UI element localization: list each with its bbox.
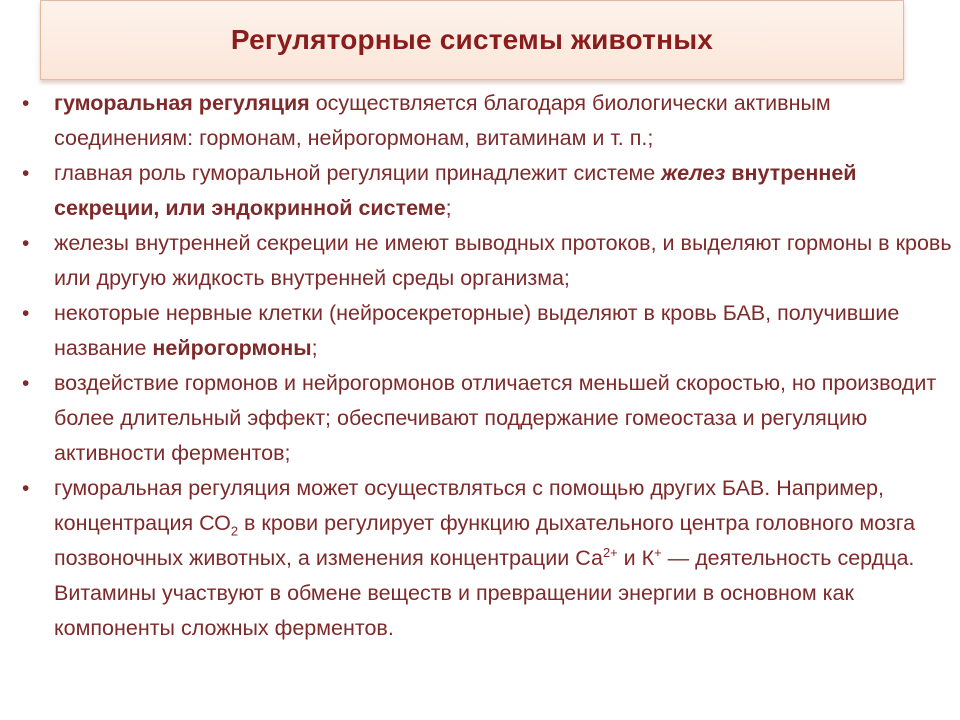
list-item-bold-italic: желез [661,161,726,185]
list-item-text: осуществляется благодаря биологически активным соединениям: гормонам, нейрогормонам, витаминам и т. п.; [54,91,831,150]
bullet-icon: • [22,372,30,395]
bullet-icon: • [22,92,30,115]
subscript: 2 [230,523,239,539]
list-item-text: главная роль гуморальной регуляции принадлежит системе [54,161,662,185]
list-item [22,366,952,471]
list-item-text: и К [617,546,655,570]
bullet-icon: • [22,162,30,185]
list-item [22,471,952,646]
list-item [22,226,952,296]
list-item-tail: ; [445,196,452,220]
list-item-text: гуморальная регуляция может осуществляться с помощью других БАВ. Например, концентрация СО [54,476,884,535]
list-item-text: некоторые нервные клетки (нейросекреторные) выделяют в кровь БАВ, получившие название [54,301,900,360]
superscript: 2+ [602,544,618,560]
bullet-icon: • [22,302,30,325]
bullet-icon: • [22,477,30,500]
list-item-text: в крови регулирует функцию дыхательного центра головного мозга позвоночных животных, а изменения концентрации Са [54,511,916,570]
list-item-bold: нейрогормоны [152,336,312,360]
slide-title: Регуляторные системы животных [230,24,714,55]
superscript: + [654,544,662,560]
list-item [22,296,952,366]
list-item [22,86,952,156]
list-item-text: железы внутренней секреции не имеют выводных протоков, и выделяют гормоны в кровь или другую жидкость внутренней среды организма; [54,231,952,290]
bullet-list-container [22,86,952,646]
bullet-icon: • [22,232,30,255]
list-item-text: — деятельность сердца. Витамины участвуют в обмене веществ и превращении энергии в основном как компоненты сложных ферментов. [54,546,915,640]
list-item-bold: гуморальная регуляция [54,91,310,115]
list-item-text: воздействие гормонов и нейрогормонов отличается меньшей скоростью, но производит более длительный эффект; обеспечивают поддержание гомеостаза и регуляцию активности ферментов; [54,371,937,465]
title-banner [40,0,904,80]
list-item-tail: ; [311,336,318,360]
bullet-list [22,86,952,646]
list-item [22,156,952,226]
list-item-bold: внутренней секреции, или эндокринной системе [54,161,857,220]
